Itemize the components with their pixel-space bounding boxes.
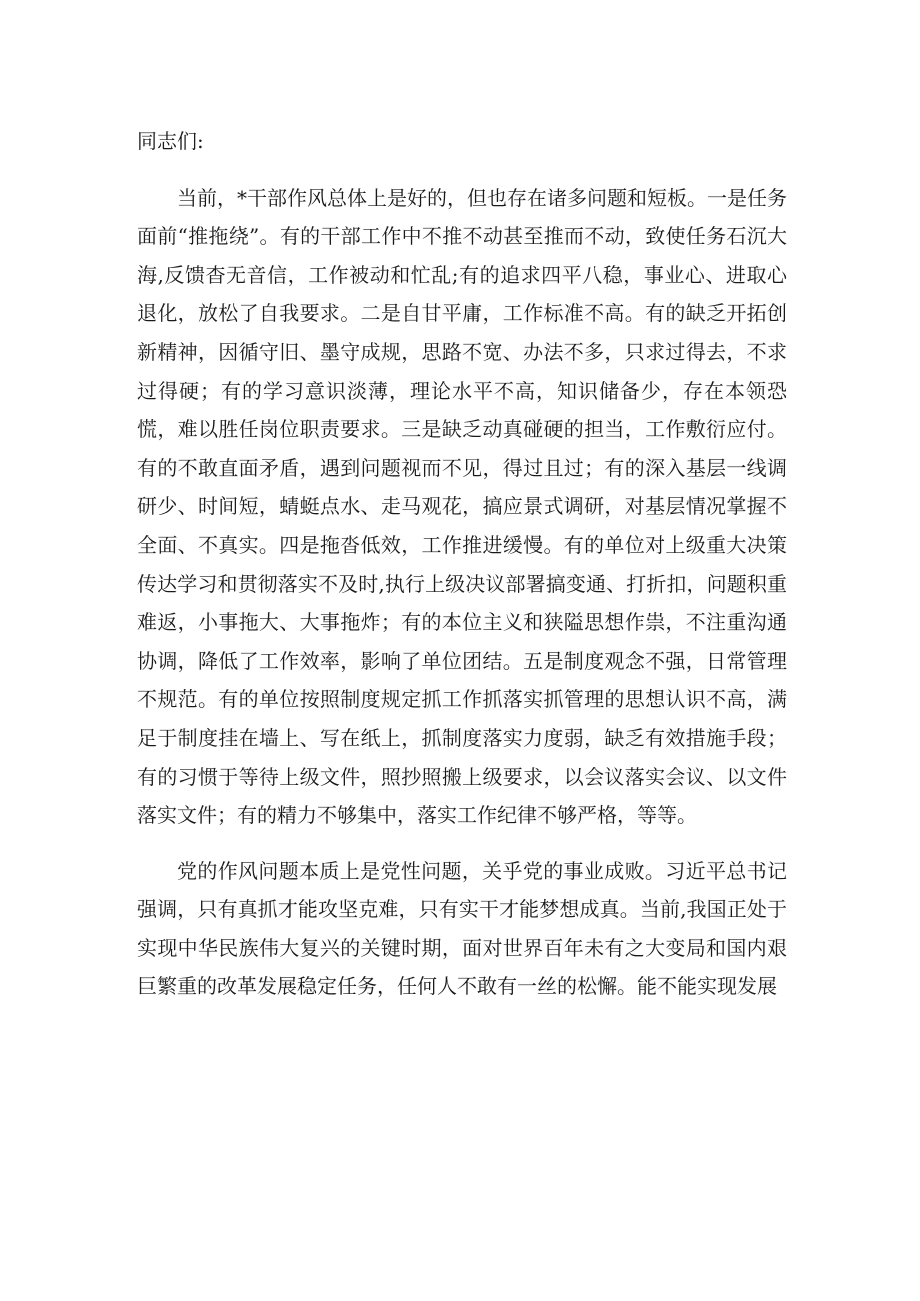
document-body: [137, 122, 787, 1023]
salutation: 同志们:: [137, 129, 204, 153]
paragraph-2: 党的作风问题本质上是党性问题，关乎党的事业成败。习近平总书记强调，只有真抓才能攻坚克难，只有实干才能梦想成真。当前,我国正处于实现中华民族伟大复兴的关键时期，面对世界百年未有之大变局和国内艰巨繁重的改革发展稳定任务，任何人不敢有一丝的松懈。能不能实现发展: [137, 858, 787, 999]
paragraph-1: 当前，*干部作风总体上是好的，但也存在诸多问题和短板。一是任务面前“推拖绕”。有的干部工作中不推不动甚至推而不动，致使任务石沉大海,反馈杳无音信，工作被动和忙乱;有的追求四平八稳，事业心、进取心退化，放松了自我要求。二是自甘平庸，工作标准不高。有的缺乏开拓创新精神，因循守旧、墨守成规，思路不宽、办法不多，只求过得去，不求过得硬；有的学习意识淡薄，理论水平不高，知识储备少，存在本领恐慌，难以胜任岗位职责要求。三是缺乏动真碰硬的担当，工作敷衍应付。有的不敢直面矛盾，遇到问题视而不见，得过且过；有的深入基层一线调研少、时间短，蜻蜓点水、走马观花，搞应景式调研，对基层情况掌握不全面、不真实。四是拖沓低效，工作推进缓慢。有的单位对上级重大决策传达学习和贯彻落实不及时,执行上级决议部署搞变通、打折扣，问题积重难返，小事拖大、大事拖炸；有的本位主义和狭隘思想作祟，不注重沟通协调，降低了工作效率，影响了单位团结。五是制度观念不强，日常管理不规范。有的单位按照制度规定抓工作抓落实抓管理的思想认识不高，满足于制度挂在墙上、写在纸上，抓制度落实力度弱，缺乏有效措施手段；有的习惯于等待上级文件，照抄照搬上级要求，以会议落实会议、以文件落实文件；有的精力不够集中，落实工作纪律不够严格，等等。: [137, 185, 787, 828]
